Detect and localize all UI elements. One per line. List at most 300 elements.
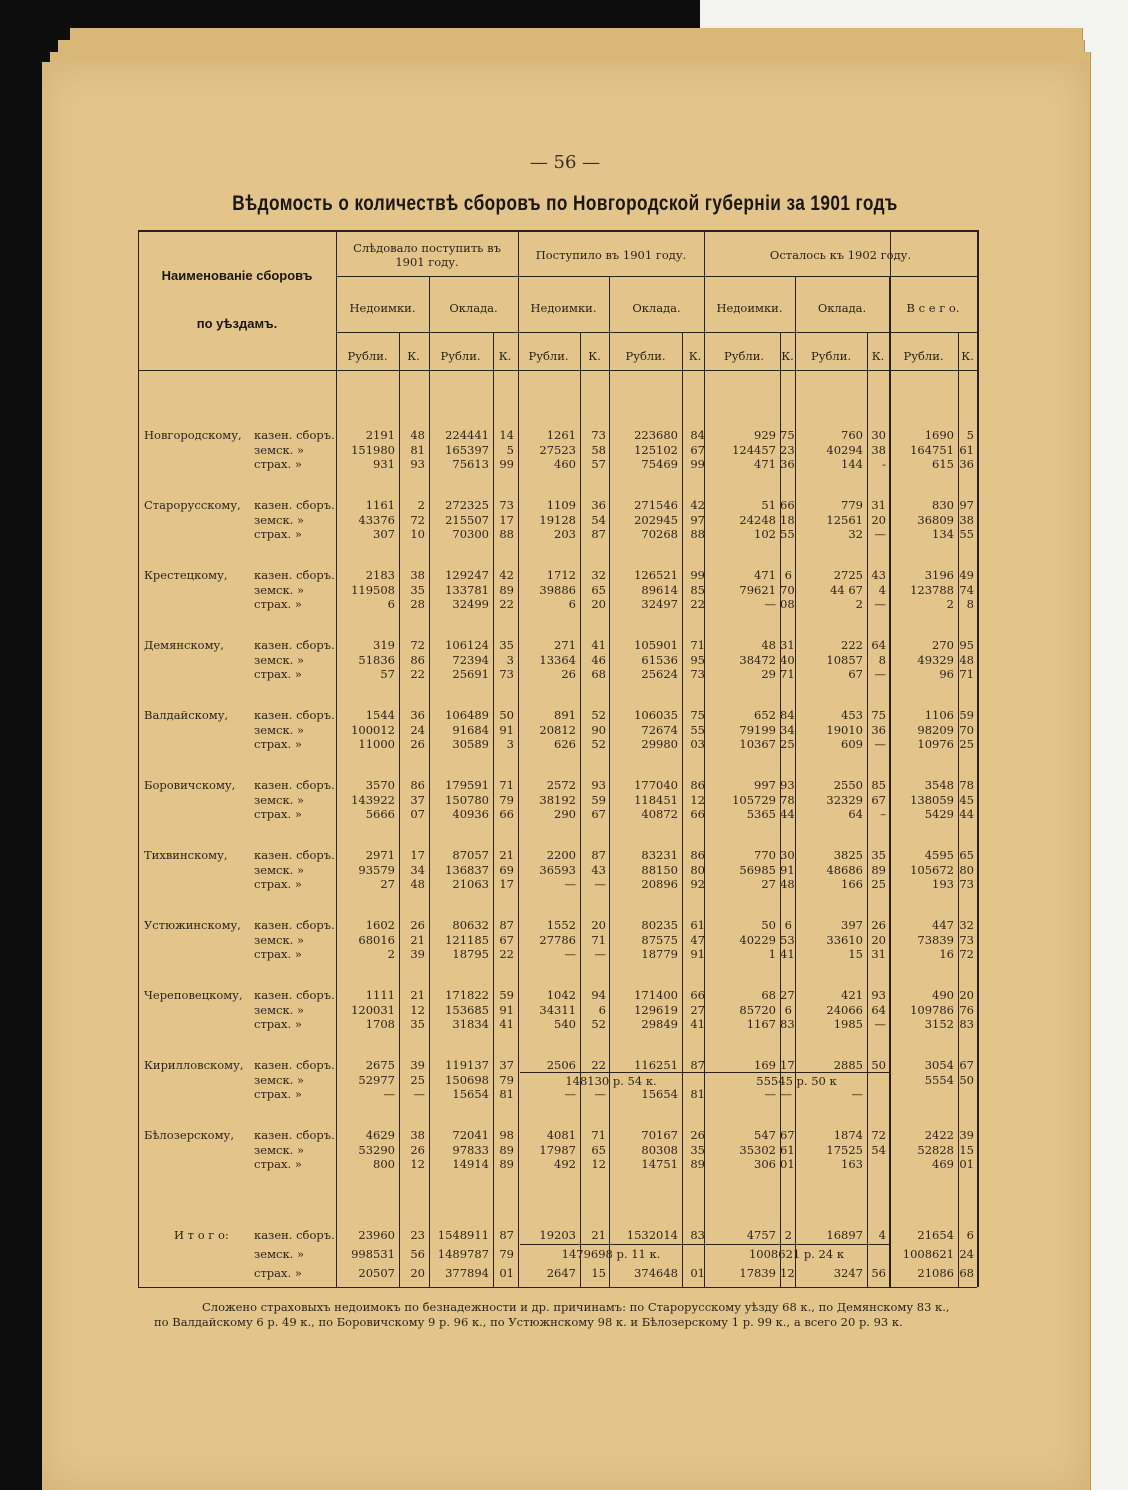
document-page <box>42 62 1088 1490</box>
rubles-cell: 27523 <box>539 442 576 457</box>
kop-cell: 23 <box>410 1228 425 1242</box>
rubles-cell: 1042 <box>546 988 576 1002</box>
rubles-cell: 177040 <box>634 778 678 792</box>
rubles-cell: 171822 <box>445 988 489 1002</box>
rubles-cell: 998531 <box>351 1247 395 1261</box>
rubles-cell: 1548911 <box>437 1228 489 1242</box>
rubles-cell: 72041 <box>452 1128 489 1142</box>
rubles-cell: 3825 <box>833 848 863 862</box>
kop-cell: 48 <box>410 877 425 891</box>
kop-cell: 26 <box>690 1128 705 1142</box>
unit-kop-label: К. <box>871 349 885 363</box>
rubles-cell: 19203 <box>539 1228 576 1242</box>
kop-cell: 91 <box>780 862 795 877</box>
fee-type: страх. » <box>254 737 302 751</box>
district-name: Кирилловскому, <box>144 1058 244 1072</box>
kop-cell: 95 <box>959 638 974 652</box>
rubles-cell: 129619 <box>634 1002 678 1017</box>
fee-type: страх. » <box>254 1087 302 1101</box>
rubles-cell: 615 <box>932 457 954 471</box>
kop-cell: 44 <box>959 807 974 821</box>
kop-cell: 22 <box>690 597 705 611</box>
rubles-cell: 97833 <box>452 1142 489 1157</box>
rubles-cell: 70300 <box>452 527 489 541</box>
kop-cell: 24 <box>410 722 425 737</box>
kop-cell: 23 <box>780 442 795 457</box>
rubles-cell: 100012 <box>351 722 395 737</box>
rubles-cell: 72674 <box>641 722 678 737</box>
rubles-cell: 25624 <box>641 667 678 681</box>
fee-type: страх. » <box>254 527 302 541</box>
rubles-cell: 105901 <box>634 638 678 652</box>
kop-cell: 69 <box>499 862 514 877</box>
kop-cell: 18 <box>780 512 795 527</box>
kop-cell: 01 <box>780 1157 795 1171</box>
fee-type: земск. » <box>254 1142 304 1157</box>
kop-cell: — <box>874 527 886 541</box>
kop-cell: 75 <box>690 708 705 722</box>
rubles-cell: 15 <box>848 947 863 961</box>
kop-cell: 67 <box>871 792 886 807</box>
kop-cell: 52 <box>591 737 606 751</box>
rubles-cell: 271 <box>554 638 576 652</box>
rubles-cell: 20812 <box>539 722 576 737</box>
kop-cell: 35 <box>690 1142 705 1157</box>
rubles-cell: 21654 <box>917 1228 954 1242</box>
rubles-cell: 150780 <box>445 792 489 807</box>
rubles-cell: 52828 <box>917 1142 954 1157</box>
kop-cell: 67 <box>780 1128 795 1142</box>
kop-cell: 98 <box>499 1128 514 1142</box>
unit-kop-label: К. <box>407 349 420 363</box>
rubles-cell: 35302 <box>739 1142 776 1157</box>
rubles-cell: 2675 <box>365 1058 395 1072</box>
rubles-cell: 21063 <box>452 877 489 891</box>
kop-cell: 20 <box>871 512 886 527</box>
rubles-cell: 14914 <box>452 1157 489 1171</box>
rubles-cell: 460 <box>554 457 576 471</box>
rubles-cell: 48 <box>761 638 776 652</box>
group-header-received: Поступило въ 1901 году. <box>535 248 687 262</box>
rubles-cell: 79199 <box>739 722 776 737</box>
rubles-cell: 119508 <box>351 582 395 597</box>
kop-cell: 6 <box>598 1002 606 1017</box>
rubles-cell: 3054 <box>924 1058 954 1072</box>
rubles-cell: 33610 <box>826 932 863 947</box>
kop-cell: 59 <box>499 988 514 1002</box>
rubles-cell: 87057 <box>452 848 489 862</box>
rubles-cell: 2 <box>387 947 395 961</box>
unit-kop-label: К. <box>961 349 974 363</box>
rubles-cell: 143922 <box>351 792 395 807</box>
rubles-cell: 215507 <box>445 512 489 527</box>
kop-cell: 78 <box>959 778 974 792</box>
rubles-cell: 1106 <box>924 708 954 722</box>
kop-cell: 22 <box>499 947 514 961</box>
kop-cell: 64 <box>871 1002 886 1017</box>
kop-cell: 50 <box>499 708 514 722</box>
kop-cell: 93 <box>591 778 606 792</box>
kop-cell: 89 <box>499 1142 514 1157</box>
rubles-cell: 626 <box>554 737 576 751</box>
kop-cell: 68 <box>591 667 606 681</box>
kop-cell: — <box>413 1087 425 1101</box>
rubles-cell: 1489787 <box>437 1247 489 1261</box>
kop-cell: 10 <box>410 527 425 541</box>
group-header-due-line2: 1901 году. <box>395 255 459 269</box>
rubles-cell: 23960 <box>358 1228 395 1242</box>
rubles-cell: 40294 <box>826 442 863 457</box>
kop-cell: 28 <box>410 597 425 611</box>
rubles-cell: 50 <box>761 918 776 932</box>
rubles-cell: 31834 <box>452 1017 489 1031</box>
rubles-cell: 1708 <box>365 1017 395 1031</box>
rubles-cell: 5666 <box>365 807 395 821</box>
kop-cell: 65 <box>591 582 606 597</box>
kop-cell: 66 <box>690 807 705 821</box>
kop-cell: 17 <box>499 512 514 527</box>
rubles-cell: 891 <box>554 708 576 722</box>
rubles-cell: 80632 <box>452 918 489 932</box>
rubles-cell: 2 <box>855 597 863 611</box>
rubles-cell: 57 <box>380 667 395 681</box>
kop-cell: 67 <box>591 807 606 821</box>
unit-kop-label: К. <box>688 349 702 363</box>
rubles-cell: 6 <box>387 597 395 611</box>
kop-cell: 25 <box>780 737 795 751</box>
rubles-cell: 2971 <box>365 848 395 862</box>
kop-cell: 91 <box>499 1002 514 1017</box>
rubles-cell: 48686 <box>826 862 863 877</box>
rubles-cell: 421 <box>841 988 863 1002</box>
kop-cell: 92 <box>690 877 705 891</box>
kop-cell: 88 <box>499 527 514 541</box>
kop-cell: 55 <box>690 722 705 737</box>
rubles-cell: 3548 <box>924 778 954 792</box>
rubles-cell: 109786 <box>910 1002 954 1017</box>
unit-rubles-label: Рубли. <box>440 349 481 363</box>
kop-cell: 87 <box>499 918 514 932</box>
kop-cell: 38 <box>871 442 886 457</box>
rubles-cell: 16 <box>939 947 954 961</box>
rubles-cell: 2422 <box>924 1128 954 1142</box>
fee-type: земск. » <box>254 1247 304 1261</box>
rubles-cell: 490 <box>932 988 954 1002</box>
rubles-cell: 61536 <box>641 652 678 667</box>
rubles-cell: 21086 <box>917 1266 954 1280</box>
kop-cell: 01 <box>690 1266 705 1280</box>
kop-cell: 36 <box>871 722 886 737</box>
fee-type: земск. » <box>254 582 304 597</box>
kop-cell: 12 <box>690 792 705 807</box>
rubles-cell: 1161 <box>365 498 395 512</box>
fee-type: страх. » <box>254 457 302 471</box>
kop-cell: 26 <box>410 1142 425 1157</box>
rubles-cell: 68 <box>761 988 776 1002</box>
rubles-cell: 53290 <box>358 1142 395 1157</box>
kop-cell: 86 <box>690 848 705 862</box>
rubles-cell: 3570 <box>365 778 395 792</box>
rubles-cell: 760 <box>841 428 863 442</box>
kop-cell: 71 <box>690 638 705 652</box>
fee-type: казен. сборъ. <box>254 778 335 792</box>
subheader-label: Оклада. <box>817 301 867 315</box>
kop-cell: 14 <box>499 428 514 442</box>
kop-cell: 93 <box>780 778 795 792</box>
kop-cell: 12 <box>410 1157 425 1171</box>
rubles-cell: 4757 <box>746 1228 776 1242</box>
rubles-cell: 32 <box>848 527 863 541</box>
rubles-cell: 453 <box>841 708 863 722</box>
kop-cell: 2 <box>417 498 425 512</box>
name-col-header-line1: Наименованіе сборовъ <box>161 268 313 283</box>
district-name: Бѣлозерскому, <box>144 1128 234 1142</box>
district-name: Устюжинскому, <box>144 918 241 932</box>
rubles-cell: 151980 <box>351 442 395 457</box>
kop-cell: 73 <box>690 667 705 681</box>
kop-cell: 84 <box>780 708 795 722</box>
kop-cell: 65 <box>591 1142 606 1157</box>
kop-cell: 76 <box>959 1002 974 1017</box>
group-header-remaining: Осталось къ 1902 году. <box>769 248 912 262</box>
fee-type: казен. сборъ. <box>254 1128 335 1142</box>
kop-cell: 22 <box>499 597 514 611</box>
rubles-cell: 40229 <box>739 932 776 947</box>
kop-cell: 89 <box>499 1157 514 1171</box>
rubles-cell: 307 <box>373 527 395 541</box>
kop-cell: 8 <box>966 597 974 611</box>
kop-cell: 39 <box>410 947 425 961</box>
kop-cell: 08 <box>780 597 795 611</box>
rubles-cell: 166 <box>841 877 863 891</box>
district-name: Новгородскому, <box>144 428 242 442</box>
rubles-cell: 6 <box>568 597 576 611</box>
rubles-cell: 38472 <box>739 652 776 667</box>
district-name: Череповецкому, <box>144 988 243 1002</box>
rubles-cell: 800 <box>373 1157 395 1171</box>
kop-cell: 91 <box>499 722 514 737</box>
rubles-cell: 29980 <box>641 737 678 751</box>
kop-cell: 73 <box>959 932 974 947</box>
fee-type: земск. » <box>254 932 304 947</box>
kop-cell: 97 <box>959 498 974 512</box>
rubles-cell: 306 <box>754 1157 776 1171</box>
kop-cell: 4 <box>878 1228 886 1242</box>
rubles-cell: 49329 <box>917 652 954 667</box>
rubles-cell: 56985 <box>739 862 776 877</box>
kop-cell: 61 <box>959 442 974 457</box>
rubles-cell: 102 <box>754 527 776 541</box>
kop-cell: 39 <box>410 1058 425 1072</box>
rubles-cell: 492 <box>554 1157 576 1171</box>
kop-cell: 57 <box>591 457 606 471</box>
kop-cell: — <box>780 1087 792 1101</box>
fee-type: страх. » <box>254 1017 302 1031</box>
unit-rubles-label: Рубли. <box>810 349 852 363</box>
kop-cell: 39 <box>959 1128 974 1142</box>
rubles-cell: 471 <box>754 568 776 582</box>
kop-cell: 75 <box>871 708 886 722</box>
rubles-cell: 70167 <box>641 1128 678 1142</box>
unit-rubles-label: Рубли. <box>347 349 388 363</box>
kop-cell: 31 <box>780 638 795 652</box>
kop-cell: 2 <box>784 1228 792 1242</box>
rubles-cell: — <box>764 597 776 611</box>
rubles-cell: 36809 <box>917 512 954 527</box>
kop-cell: 31 <box>871 947 886 961</box>
merge-rule <box>520 1072 890 1073</box>
rubles-cell: 547 <box>754 1128 776 1142</box>
rubles-cell: — <box>564 947 576 961</box>
rubles-cell: 15654 <box>452 1087 489 1101</box>
rubles-cell: 32329 <box>826 792 863 807</box>
rubles-cell: 165397 <box>445 442 489 457</box>
kop-cell: 86 <box>410 778 425 792</box>
fee-type: казен. сборъ. <box>254 1058 335 1072</box>
kop-cell: 80 <box>959 862 974 877</box>
unit-rubles-label: Рубли. <box>723 349 765 363</box>
rubles-cell: 471 <box>754 457 776 471</box>
kop-cell: - <box>882 457 886 471</box>
rubles-cell: 374648 <box>634 1266 678 1280</box>
rubles-cell: 779 <box>841 498 863 512</box>
kop-cell: 41 <box>690 1017 705 1031</box>
kop-cell: 73 <box>499 498 514 512</box>
unit-kop-label: К. <box>588 349 601 363</box>
kop-cell: 20 <box>871 932 886 947</box>
kop-cell: 87 <box>591 527 606 541</box>
kop-cell: 43 <box>591 862 606 877</box>
kop-cell: 26 <box>410 737 425 751</box>
kop-cell: 65 <box>959 848 974 862</box>
merged-remaining: 55545 р. 50 к <box>756 1073 837 1088</box>
rubles-cell: 540 <box>554 1017 576 1031</box>
kop-cell: 81 <box>499 1087 514 1101</box>
rubles-cell: 105729 <box>732 792 776 807</box>
kop-cell: 50 <box>959 1072 974 1087</box>
rubles-cell: 10976 <box>917 737 954 751</box>
kop-cell: 22 <box>591 1058 606 1072</box>
kop-cell: 97 <box>690 512 705 527</box>
group-rule <box>336 276 977 277</box>
rubles-cell: 202945 <box>634 512 678 527</box>
kop-cell: 21 <box>499 848 514 862</box>
kop-cell: 89 <box>871 862 886 877</box>
kop-cell: – <box>880 807 886 821</box>
kop-cell: 66 <box>780 498 795 512</box>
kop-cell: 71 <box>780 667 795 681</box>
kop-cell: 67 <box>959 1058 974 1072</box>
kop-cell: 66 <box>690 988 705 1002</box>
kop-cell: 71 <box>499 778 514 792</box>
rubles-cell: 2191 <box>365 428 395 442</box>
kop-cell: 72 <box>871 1128 886 1142</box>
footnote-line-1: Сложено страховыхъ недоимокъ по безнадежности и др. причинамъ: по Старорусскому уѣзду 68 к., по Демянскому 83 к., <box>202 1300 950 1314</box>
kop-cell: 56 <box>410 1247 425 1261</box>
rubles-cell: 75613 <box>452 457 489 471</box>
rubles-cell: 88150 <box>641 862 678 877</box>
rubles-cell: 1712 <box>546 568 576 582</box>
rubles-cell: 106489 <box>445 708 489 722</box>
kop-cell: — <box>874 1017 886 1031</box>
rubles-cell: 2200 <box>546 848 576 862</box>
kop-cell: 70 <box>959 722 974 737</box>
kop-cell: 91 <box>690 947 705 961</box>
footnote-line-2: по Валдайскому 6 р. 49 к., по Боровичскому 9 р. 96 к., по Устюжнскому 98 к. и Бѣлозерскому 1 р. 99 к., а всего 20 р. 93 к. <box>154 1315 903 1329</box>
rubles-cell: 70268 <box>641 527 678 541</box>
rubles-cell: 11000 <box>358 737 395 751</box>
rubles-cell: 1985 <box>833 1017 863 1031</box>
rubles-cell: 120031 <box>351 1002 395 1017</box>
rubles-cell: 13364 <box>539 652 576 667</box>
kop-cell: 52 <box>591 1017 606 1031</box>
kop-cell: 43 <box>871 568 886 582</box>
rubles-cell: — <box>564 1087 576 1101</box>
kop-cell: 37 <box>410 792 425 807</box>
fee-type: казен. сборъ. <box>254 708 335 722</box>
kop-cell: 59 <box>959 708 974 722</box>
kop-cell: 01 <box>499 1266 514 1280</box>
rubles-cell: 1111 <box>365 988 395 1002</box>
kop-cell: 64 <box>871 638 886 652</box>
kop-cell: 20 <box>959 988 974 1002</box>
district-name: Тихвинскому, <box>144 848 228 862</box>
rubles-cell: 39886 <box>539 582 576 597</box>
rubles-cell: 1874 <box>833 1128 863 1142</box>
rubles-cell: 16897 <box>826 1228 863 1242</box>
kop-cell: 42 <box>499 568 514 582</box>
kop-cell: 85 <box>690 582 705 597</box>
kop-cell: 40 <box>780 652 795 667</box>
fee-type: казен. сборъ. <box>254 428 335 442</box>
rubles-cell: 98209 <box>917 722 954 737</box>
kop-cell: 86 <box>690 778 705 792</box>
total-label: И т о г о: <box>174 1228 229 1242</box>
subheader-label: Недоимки. <box>716 301 783 315</box>
name-col-header-line2: по уѣздамъ. <box>196 316 278 331</box>
kop-cell: 56 <box>871 1266 886 1280</box>
total-merged-received: 1479698 р. 11 к. <box>561 1247 661 1261</box>
fee-type: страх. » <box>254 947 302 961</box>
kop-cell: 6 <box>784 918 792 932</box>
kop-cell: 95 <box>690 652 705 667</box>
kop-cell: 4 <box>878 582 886 597</box>
kop-cell: 83 <box>780 1017 795 1031</box>
rubles-cell: 179591 <box>445 778 489 792</box>
kop-cell: 80 <box>690 862 705 877</box>
kop-cell: 79 <box>499 1072 514 1087</box>
rubles-cell: 32497 <box>641 597 678 611</box>
kop-cell: 6 <box>966 1228 974 1242</box>
rubles-cell: 272325 <box>445 498 489 512</box>
kop-cell: 93 <box>871 988 886 1002</box>
rubles-cell: 652 <box>754 708 776 722</box>
kop-cell: 31 <box>871 498 886 512</box>
fee-type: страх. » <box>254 597 302 611</box>
rubles-cell: 10367 <box>739 737 776 751</box>
rubles-cell: 18795 <box>452 947 489 961</box>
rubles-cell: 80235 <box>641 918 678 932</box>
rubles-cell: 2647 <box>546 1266 576 1280</box>
rubles-cell: 134 <box>932 527 954 541</box>
rubles-cell: 5365 <box>746 807 776 821</box>
rubles-cell: — <box>851 1087 863 1101</box>
rubles-cell: 5554 <box>924 1072 954 1087</box>
fee-type: страх. » <box>254 807 302 821</box>
kop-cell: 87 <box>499 1228 514 1242</box>
subheader-label: В с е г о. <box>906 301 960 315</box>
rubles-cell: 44 67 <box>830 582 863 597</box>
